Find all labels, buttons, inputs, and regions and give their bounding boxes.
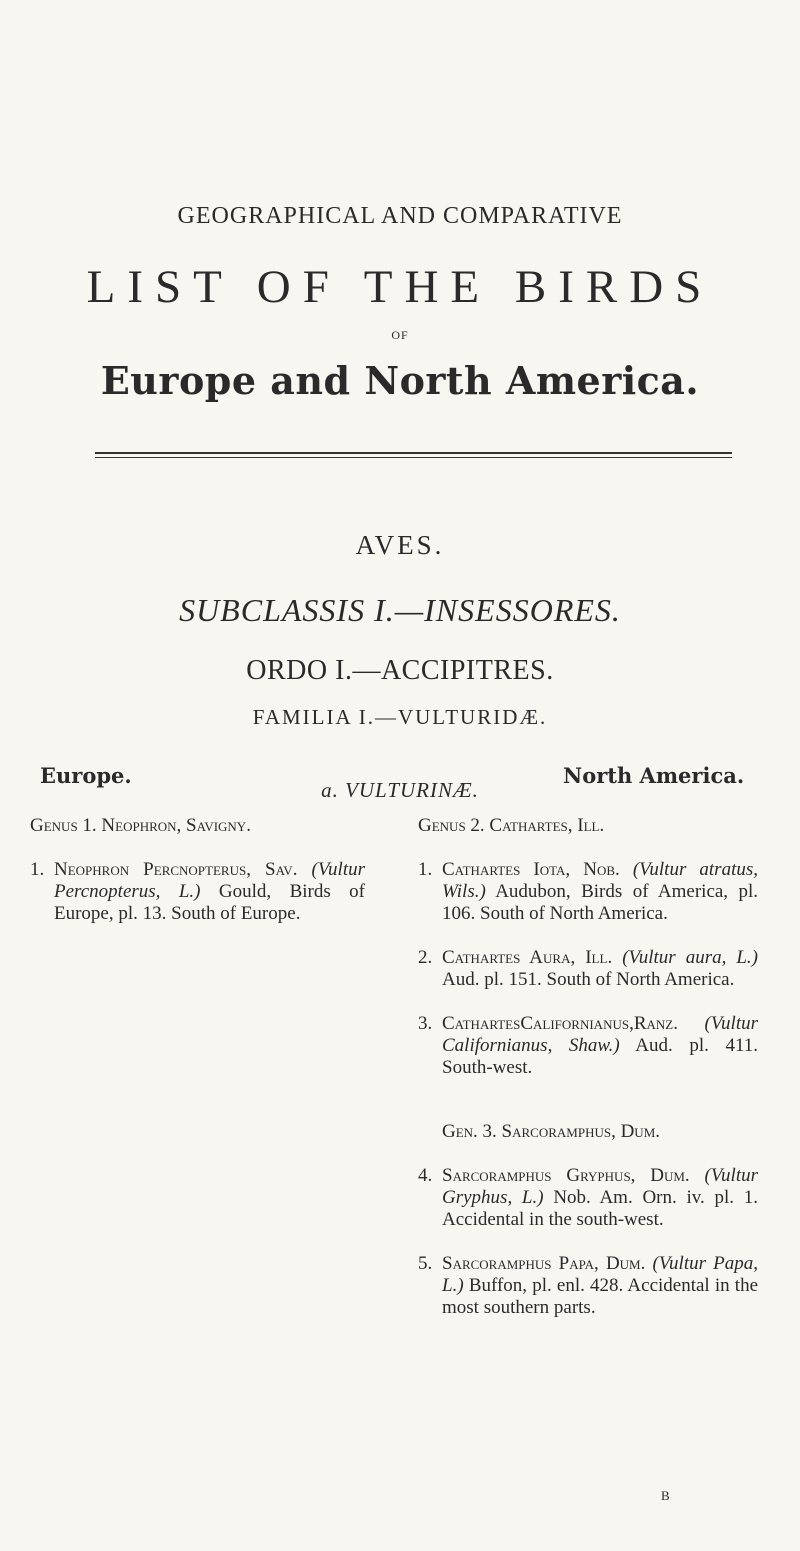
species-reference: Gould, Birds of Europe, pl. 13. — [54, 881, 365, 924]
spacer — [418, 1101, 758, 1121]
species-entry — [418, 1013, 758, 1079]
species-synonym: (Vultur Papa, L.) — [442, 1253, 758, 1296]
signature-mark: B — [661, 1488, 670, 1503]
entry-number: 1. — [30, 859, 45, 880]
genus-heading: Genus 2. Cathartes, Ill. — [418, 815, 605, 836]
supertitle: GEOGRAPHICAL AND COMPARATIVE — [177, 203, 623, 229]
genus-heading: Gen. 3. Sarcoramphus, Dum. — [442, 1121, 661, 1142]
double-rule-bottom — [95, 457, 732, 458]
species-entry — [418, 1253, 758, 1319]
species-range: Accidental in the most southern parts. — [442, 1275, 759, 1318]
species-synonym: (Vultur Gryphus, L.) — [442, 1165, 759, 1208]
entry-number: 1. — [418, 859, 433, 880]
species-synonym: (Vultur Californianus, Shaw.) — [442, 1013, 758, 1056]
subfamily-heading: a. VULTURINÆ. — [321, 778, 479, 802]
region-north-america: North America. — [563, 763, 745, 788]
subtitle: Europe and North America. — [100, 358, 700, 403]
species-range: South of North America. — [546, 969, 735, 990]
species-reference: Buffon, pl. enl. 428. — [468, 1275, 624, 1296]
species-range: South of North America. — [480, 903, 668, 924]
europe-column — [30, 815, 365, 947]
species-synonym: (Vultur aura, L.) — [622, 947, 759, 968]
species-entry — [418, 859, 758, 925]
double-rule-top — [95, 452, 732, 454]
entry-number: 5. — [418, 1253, 433, 1274]
species-reference: Audubon, Birds of America, pl. 106. — [442, 881, 759, 924]
subclass-heading: SUBCLASSIS I.—INSESSORES. — [179, 592, 621, 628]
species-range: South-west. — [442, 1057, 533, 1078]
species-synonym: (Vultur atratus, Wils.) — [442, 859, 759, 902]
genus-heading: Genus 1. Neophron, Savigny. — [30, 815, 251, 836]
family-heading: FAMILIA I.—VULTURIDÆ. — [252, 705, 548, 729]
species-name: Neophron Percnopterus, Sav. — [54, 859, 298, 880]
entry-number: 3. — [418, 1013, 433, 1034]
title-of: OF — [391, 328, 409, 342]
america-column — [418, 815, 758, 1341]
species-synonym: (Vultur Percnopterus, L.) — [54, 859, 366, 902]
species-reference: Aud. pl. 411. — [635, 1035, 759, 1056]
entry-number: 2. — [418, 947, 433, 968]
species-name: Sarcoramphus Papa, Dum. — [442, 1253, 646, 1274]
species-reference: Nob. Am. Orn. iv. pl. 1. — [553, 1187, 759, 1208]
species-entry — [418, 1165, 758, 1231]
species-name: Cathartes Aura, Ill. — [442, 947, 613, 968]
species-reference: Aud. pl. 151. — [442, 969, 542, 990]
species-range: Accidental in the south-west. — [442, 1209, 664, 1230]
species-name: Sarcoramphus Gryphus, Dum. — [442, 1165, 690, 1186]
species-entry — [30, 859, 365, 925]
class-heading: AVES. — [355, 530, 445, 560]
page-title: LIST OF THE BIRDS — [86, 261, 714, 313]
species-range: South of Europe. — [171, 903, 301, 924]
order-heading: ORDO I.—ACCIPITRES. — [246, 655, 554, 686]
species-name: Cathartes Iota, Nob. — [442, 859, 620, 880]
species-name: CathartesCalifornianus,Ranz. — [442, 1013, 678, 1034]
species-entry — [418, 947, 758, 991]
entry-number: 4. — [418, 1165, 433, 1186]
region-europe: Europe. — [40, 763, 132, 788]
